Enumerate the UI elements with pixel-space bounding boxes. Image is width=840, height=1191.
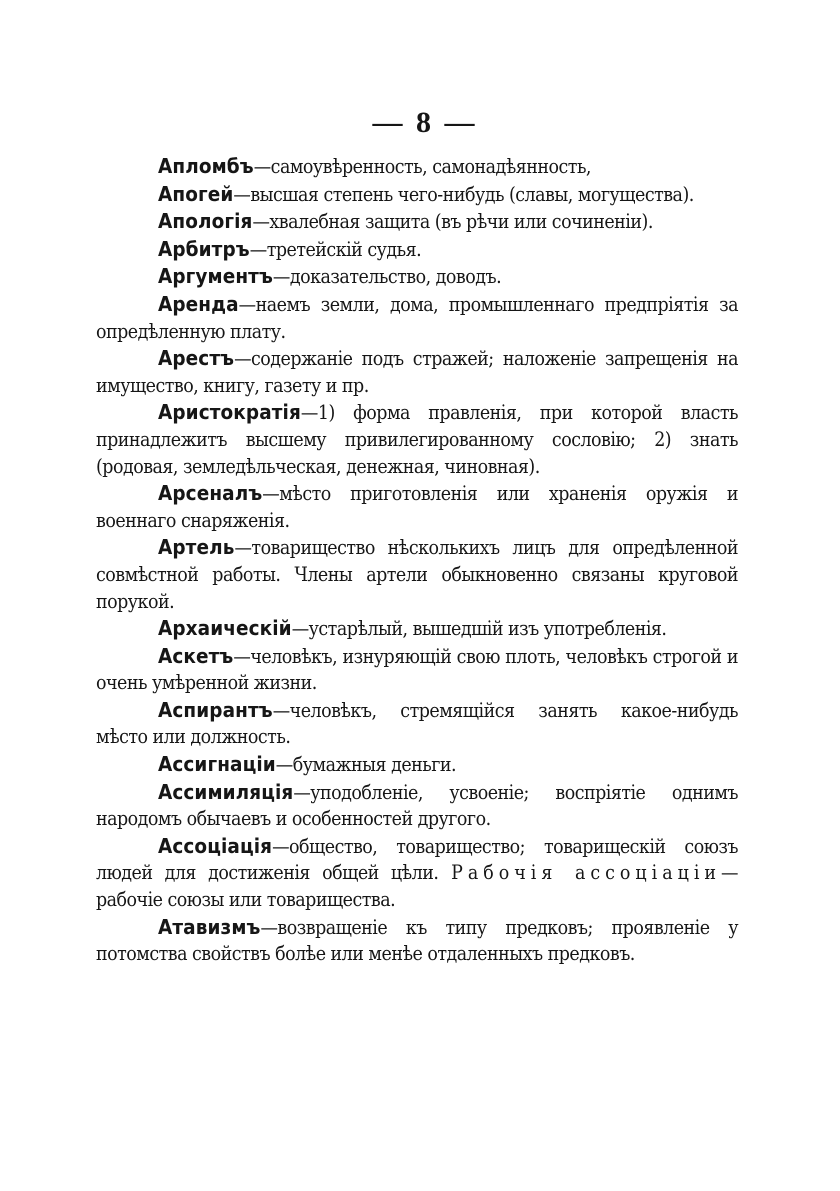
dictionary-entries xyxy=(96,153,738,968)
dictionary-entry xyxy=(96,208,738,236)
dictionary-entry xyxy=(96,914,738,968)
dictionary-entry xyxy=(96,480,738,534)
headword: Аристократія xyxy=(158,400,301,425)
dictionary-entry xyxy=(96,534,738,615)
definition: —человѣкъ, стремящійся занять какое-нибудь мѣсто или должность. xyxy=(96,698,738,749)
headword: Ассимиляція xyxy=(158,779,294,804)
dictionary-entry xyxy=(96,751,738,779)
dictionary-entry xyxy=(96,291,738,345)
definition: —высшая степень чего-нибудь (славы, могущества). xyxy=(233,182,694,206)
definition: —бумажныя деньги. xyxy=(275,753,457,777)
headword: Артель xyxy=(158,535,235,560)
dictionary-entry xyxy=(96,833,738,914)
dictionary-entry xyxy=(96,399,738,480)
spaced-term: Рабочія ассоціаціи xyxy=(451,861,722,885)
dictionary-entry xyxy=(96,697,738,751)
headword: Апологія xyxy=(158,209,253,234)
headword: Арбитръ xyxy=(158,236,250,261)
headword: Ассоціація xyxy=(158,833,273,858)
definition: —возвращеніе къ типу предковъ; проявленіе у потомства свойствъ болѣе или менѣе отдаленныхъ предковъ. xyxy=(96,915,738,966)
headword: Ассигнаціи xyxy=(158,752,276,777)
dictionary-entry xyxy=(96,345,738,399)
definition: —хвалебная защита (въ рѣчи или сочиненіи). xyxy=(252,210,653,234)
dictionary-entry xyxy=(96,615,738,643)
definition: —устарѣлый, вышедшій изъ употребленія. xyxy=(291,617,667,641)
definition: —наемъ земли, дома, промышленнаго предпріятія за опредѣленную плату. xyxy=(96,292,738,343)
headword: Аргументъ xyxy=(158,264,273,289)
definition: —товарищество нѣсколькихъ лицъ для опредѣленной совмѣстной работы. Члены артели обыкновенно связаны круговой порукой. xyxy=(96,536,738,613)
headword: Арсеналъ xyxy=(158,481,263,506)
definition: —доказательство, доводъ. xyxy=(272,265,502,289)
dictionary-entry xyxy=(96,263,738,291)
dictionary-entry xyxy=(96,153,738,181)
definition-tail: —рабочіе союзы или товарищества. xyxy=(96,861,738,912)
dictionary-entry xyxy=(96,181,738,209)
headword: Атавизмъ xyxy=(158,914,261,939)
dictionary-entry xyxy=(96,779,738,833)
headword: Арестъ xyxy=(158,346,235,371)
definition: —третейскій судья. xyxy=(249,237,422,261)
headword: Архаическій xyxy=(158,616,292,641)
headword: Аскетъ xyxy=(158,643,234,668)
headword: Апогей xyxy=(158,181,234,206)
headword: Апломбъ xyxy=(158,154,254,178)
definition: —содержаніе подъ стражей; наложеніе запрещенія на имущество, книгу, газету и пр. xyxy=(96,347,738,397)
definition: —уподобленіе, усвоеніе; воспріятіе однимъ народомъ обычаевъ и особенностей другого. xyxy=(96,780,738,831)
page-number: — 8 — xyxy=(372,106,478,139)
headword: Аспирантъ xyxy=(158,697,273,722)
dictionary-entry xyxy=(96,236,738,264)
definition: —человѣкъ, изнуряющій свою плоть, человѣкъ строгой и очень умѣренной жизни. xyxy=(96,644,738,695)
definition: —мѣсто приготовленія или храненія оружія и военнаго снаряженія. xyxy=(96,482,738,532)
headword: Аренда xyxy=(158,291,239,316)
dictionary-entry xyxy=(96,643,738,697)
definition: —1) форма правленія, при которой власть принадлежитъ высшему привилегированному сословію; 2) знать (родовая, земледѣльческая, денежная, чиновная). xyxy=(96,401,738,478)
definition: —самоувѣренность, самонадѣянность, xyxy=(253,155,591,178)
definition: —общество, товарищество; товарищескій союзъ людей для достиженія общей цѣли. xyxy=(96,834,738,885)
